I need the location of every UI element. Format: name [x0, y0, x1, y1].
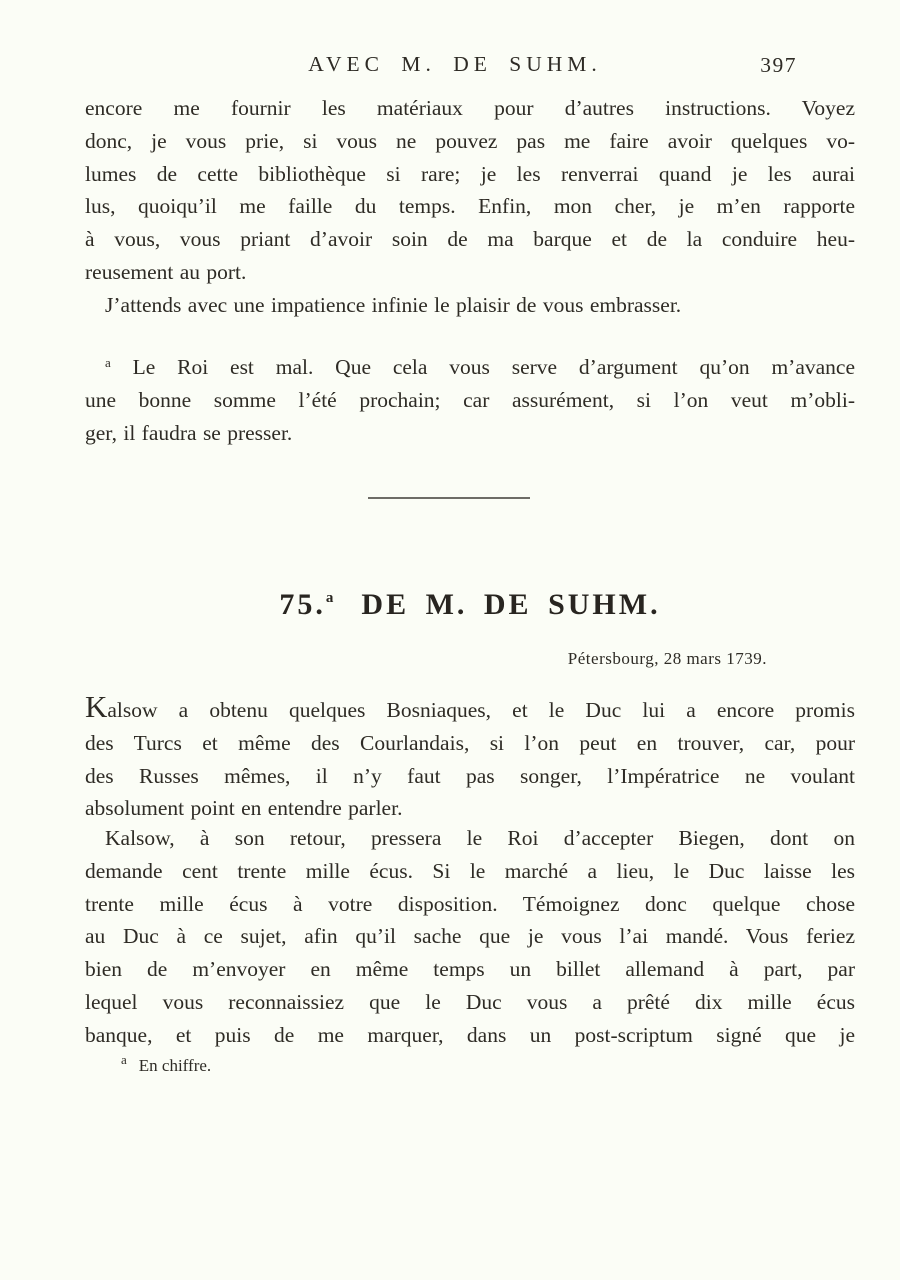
text-line: Kalsow, à son retour, pressera le Roi d’accepter Biegen, dont on: [105, 826, 855, 850]
page-number: 397: [760, 53, 797, 77]
drop-initial: K: [85, 689, 108, 724]
text-line: J’attends avec une impatience infinie le plaisir de vous embrasser.: [105, 293, 682, 317]
text-line: au Duc à ce sujet, afin qu’il sache que je vous l’ai mandé. Vous feriez: [85, 924, 855, 949]
text-line-rest: alsow a obtenu quelques Bosniaques, et le Duc lui a encore promis: [107, 698, 855, 722]
text-line: une bonne somme l’été prochain; car assurément, si l’on veut m’obli-: [85, 387, 855, 412]
footnote-text: En chiffre.: [138, 1056, 212, 1075]
footnote-text: Le Roi est mal. Que cela vous serve d’argument qu’on m’avance: [132, 355, 855, 379]
letter-number: 75.: [279, 588, 326, 621]
text-line: demande cent trente mille écus. Si le marché a lieu, le Duc laisse les: [85, 858, 855, 883]
footnote-marker: a: [105, 355, 111, 370]
letter-paragraph-2: [85, 822, 855, 1052]
text-line: à vous, vous priant d’avoir soin de ma barque et de la conduire heu-: [85, 227, 855, 252]
text-line: des Turcs et même des Courlandais, si l’on peut en trouver, car, pour: [85, 730, 855, 755]
text-line: lus, quoiqu’il me faille du temps. Enfin, mon cher, je m’en rapporte: [85, 194, 855, 219]
letter-note-marker: a: [325, 590, 334, 606]
previous-letter-paragraph-1: [85, 92, 855, 289]
text-line: lumes de cette bibliothèque si rare; je les renverrai quand je les aurai: [85, 161, 855, 186]
text-line: des Russes mêmes, il n’y faut pas songer, l’Impératrice ne voulant: [85, 763, 855, 788]
letter-paragraph-1: [85, 691, 855, 825]
letter-footnote: [85, 1052, 855, 1076]
text-line: reusement au port.: [85, 259, 247, 284]
text-line: banque, et puis de me marquer, dans un post-scriptum signé que je: [85, 1022, 855, 1047]
footnote-marker: a: [121, 1052, 127, 1067]
text-line: donc, je vous prie, si vous ne pouvez pas me faire avoir quelques vo-: [85, 128, 855, 153]
text-line: lequel vous reconnaissiez que le Duc vous a prêté dix mille écus: [85, 989, 855, 1014]
text-line: [85, 351, 855, 384]
letter-title: DE M. DE SUHM.: [361, 588, 661, 621]
previous-letter-footnote: [85, 351, 855, 449]
previous-letter-paragraph-2: [85, 289, 855, 322]
text-line: ger, il faudra se presser.: [85, 420, 293, 445]
running-header: [85, 52, 855, 82]
section-divider-rule: [368, 497, 530, 499]
letter-dateline: Pétersbourg, 28 mars 1739.: [567, 649, 767, 668]
text-line: bien de m’envoyer en même temps un billet allemand à part, par: [85, 957, 855, 982]
letter-heading: [85, 588, 881, 622]
running-header-title: AVEC M. DE SUHM.: [308, 52, 602, 76]
text-line: absolument point en entendre parler.: [85, 796, 403, 821]
text-line: trente mille écus à votre disposition. Témoignez donc quelque chose: [85, 891, 855, 916]
text-line: [85, 691, 855, 727]
text-line: encore me fournir les matériaux pour d’autres instructions. Voyez: [85, 96, 855, 120]
